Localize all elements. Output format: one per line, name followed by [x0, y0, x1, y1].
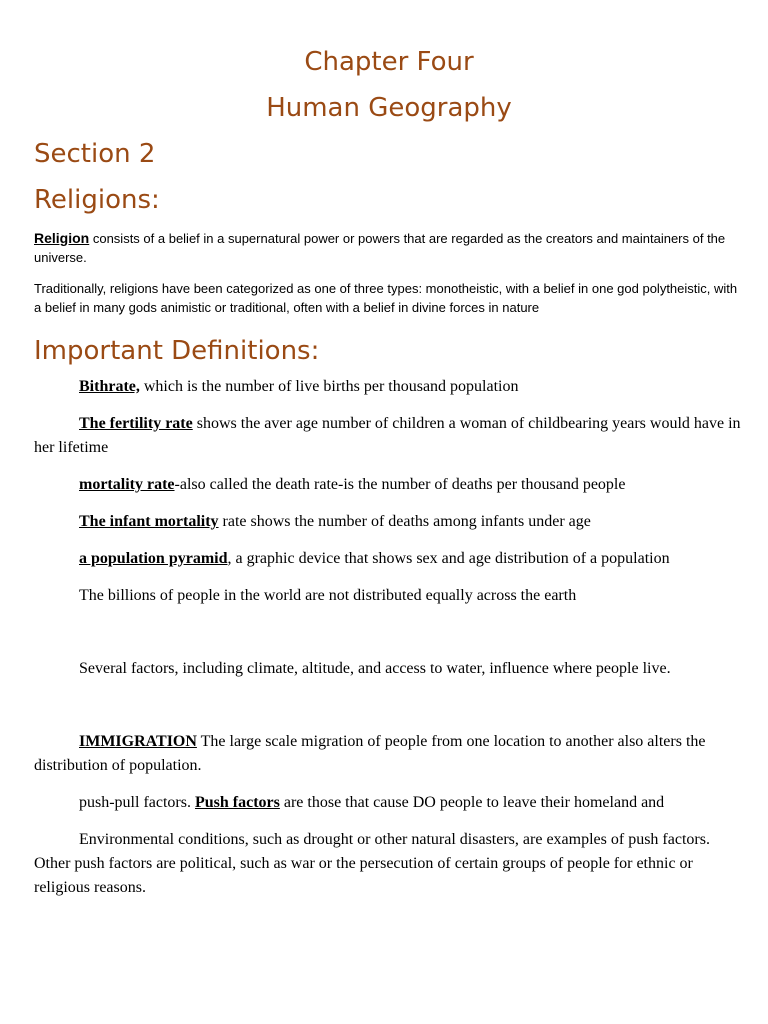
definition-text: shows the aver age number of children a woman of childbearing years would have in her lifetime [34, 415, 741, 456]
definition-push-factors [34, 791, 746, 815]
definition-term: The fertility rate [79, 415, 193, 432]
definition-infant-mortality [34, 510, 746, 534]
definition-term: mortality rate [79, 476, 175, 493]
religions-heading: Religions: [34, 185, 160, 215]
religion-text: consists of a belief in a supernatural power or powers that are regarded as the creators and maintainers of the universe. [34, 231, 726, 265]
definition-population-pyramid [34, 547, 746, 571]
factors-paragraph: Several factors, including climate, altitude, and access to water, influence where people live. [79, 660, 671, 677]
definition-term: a population pyramid [79, 550, 228, 567]
distribution-paragraph: The billions of people in the world are not distributed equally across the earth [79, 587, 577, 604]
traditional-paragraph: Traditionally, religions have been categorized as one of three types: monotheistic, with a belief in one god polytheistic, with a belief in many gods animistic or traditional, often with a belief in divine forces in nature [34, 281, 738, 315]
definition-fertility-rate [34, 412, 746, 460]
definitions-heading: Important Definitions: [34, 336, 320, 366]
definition-term: Push factors [194, 794, 280, 811]
definition-term: IMMIGRATION [79, 733, 197, 750]
definition-term: Bithrate, [79, 378, 140, 395]
definition-text: are those that cause DO people to leave their homeland and [279, 794, 665, 811]
definition-term: The infant mortality [79, 513, 219, 530]
chapter-subtitle: Human Geography [266, 93, 512, 123]
definition-text: rate shows the number of deaths among infants under age [218, 513, 591, 530]
definition-text: The large scale migration of people from one location to another also alters the distribution of population. [34, 733, 706, 774]
definition-text: -also called the death rate-is the number of deaths per thousand people [174, 476, 626, 493]
definition-prefix: push-pull factors. [79, 794, 195, 811]
environmental-paragraph: Environmental conditions, such as drought or other natural disasters, are examples of push factors. Other push factors are political, such as war or the persecution of certain groups of people for ethnic or religious reasons. [34, 831, 710, 896]
religion-term: Religion [34, 230, 90, 246]
definition-mortality-rate [34, 473, 746, 497]
definition-text: which is the number of live births per thousand population [139, 378, 519, 395]
section-heading: Section 2 [34, 139, 156, 169]
chapter-title: Chapter Four [304, 47, 474, 77]
definition-text: , a graphic device that shows sex and age distribution of a population [227, 550, 670, 567]
religion-paragraph [34, 229, 744, 267]
definition-immigration [34, 730, 746, 778]
definition-birthrate [34, 375, 746, 399]
